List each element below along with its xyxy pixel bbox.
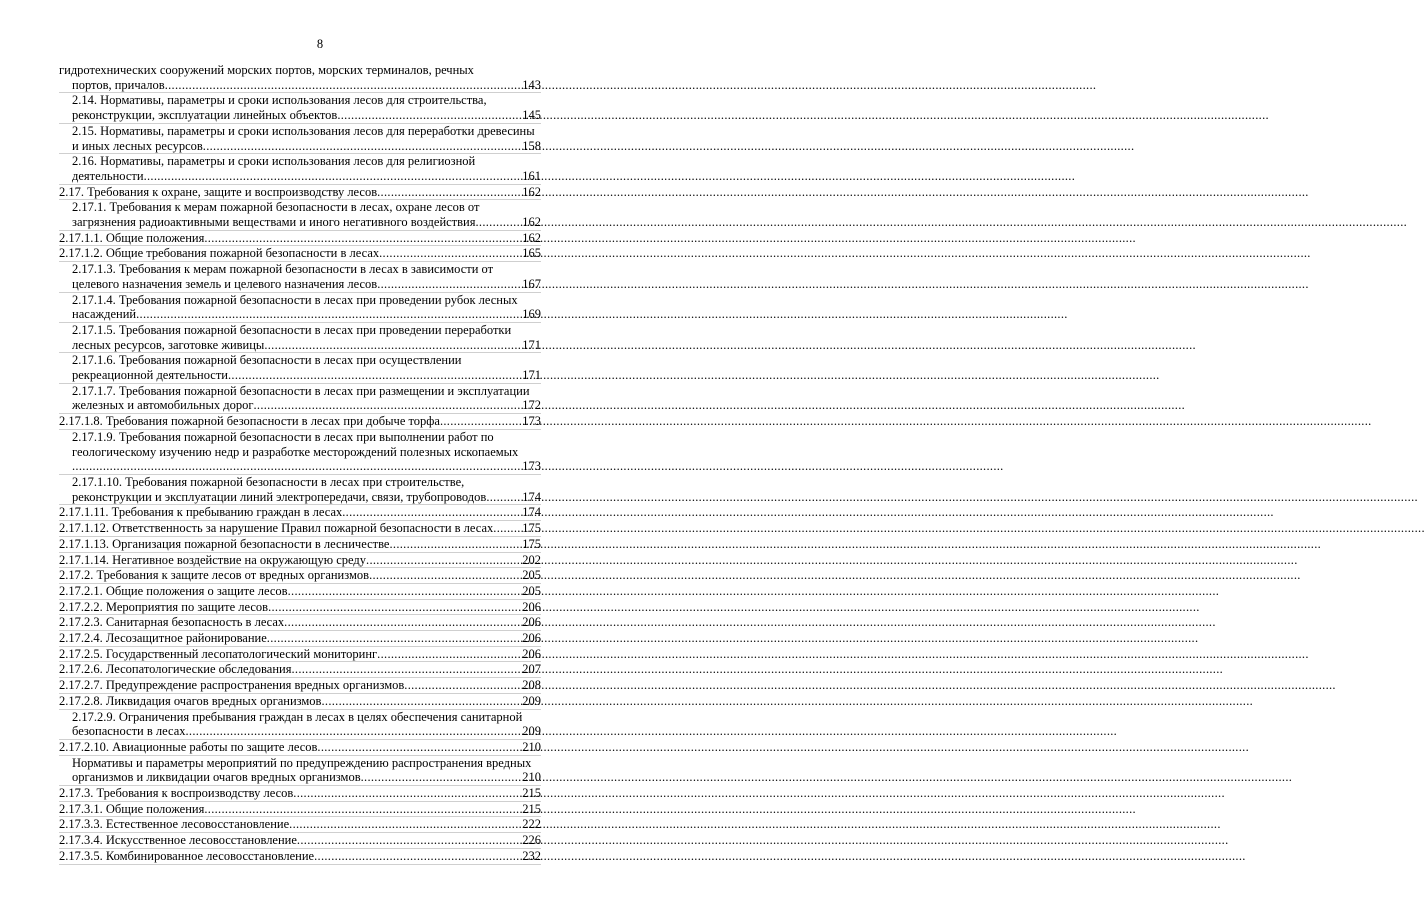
toc-entry[interactable] <box>59 833 541 849</box>
toc-entry[interactable] <box>59 231 541 247</box>
dot-leader <box>267 631 520 646</box>
toc-entry[interactable] <box>59 414 541 430</box>
toc-entry-text: 2.17.3.1. Общие положения <box>59 801 205 816</box>
toc-entry[interactable] <box>59 849 541 865</box>
toc-page-number: 171 <box>522 337 541 352</box>
dot-leader <box>404 678 520 693</box>
toc-entry[interactable] <box>59 124 541 154</box>
toc-page-number: 173 <box>522 414 541 429</box>
toc-page-number: 165 <box>522 246 541 261</box>
toc-page-number: 175 <box>522 521 541 536</box>
toc-entry[interactable] <box>59 154 541 184</box>
dot-leader <box>297 833 520 848</box>
toc-entry-text: 2.17.2. Требования к защите лесов от вредных организмов <box>59 568 370 583</box>
toc-page-number: 171 <box>522 368 541 383</box>
dot-leader <box>475 215 520 230</box>
toc-page-number: 206 <box>522 646 541 661</box>
toc-entry-text: 2.17.2.7. Предупреждение распространения вредных организмов <box>59 678 405 693</box>
toc-entry[interactable] <box>59 678 541 694</box>
toc-entry[interactable] <box>59 537 541 553</box>
table-of-contents <box>59 63 541 865</box>
toc-entry[interactable] <box>59 600 541 616</box>
toc-entry-text: безопасности в лесах <box>72 724 186 739</box>
toc-entry-text: геологическому изучению недр и разработке месторождений полезных ископаемых <box>72 444 519 459</box>
dot-leader <box>289 817 520 832</box>
toc-page-number: 174 <box>522 505 541 520</box>
toc-entry-text: целевого назначения земель и целевого назначения лесов <box>72 276 378 291</box>
toc-entry[interactable] <box>59 647 541 663</box>
toc-entry[interactable] <box>59 293 541 323</box>
toc-page-number: 206 <box>522 631 541 646</box>
toc-page-number: 215 <box>522 786 541 801</box>
toc-page-number: 145 <box>522 108 541 123</box>
dot-leader <box>268 600 520 615</box>
toc-entry[interactable] <box>59 786 541 802</box>
toc-entry-text: 2.17.1.10. Требования пожарной безопасности в лесах при строительстве, <box>72 474 465 489</box>
toc-entry-text: 2.17.1.9. Требования пожарной безопасности в лесах при выполнении работ по <box>72 429 494 444</box>
toc-entry[interactable] <box>59 93 541 123</box>
dot-leader <box>293 786 520 801</box>
toc-entry-text: 2.17.1.6. Требования пожарной безопасности в лесах при осуществлении <box>72 353 462 368</box>
toc-entry-text: 2.17.3. Требования к воспроизводству лесов <box>59 786 294 801</box>
toc-page-number: 207 <box>522 662 541 677</box>
toc-entry-text: портов, причалов <box>72 77 165 92</box>
toc-entry[interactable] <box>59 475 541 505</box>
toc-page-number: 215 <box>522 801 541 816</box>
toc-entry-text: 2.17.1.7. Требования пожарной безопасности в лесах при размещении и эксплуатации <box>72 383 530 398</box>
dot-leader <box>337 108 520 123</box>
toc-entry-text: 2.17.2.9. Ограничения пребывания граждан в лесах в целях обеспечения санитарной <box>72 709 523 724</box>
toc-entry[interactable] <box>59 63 541 93</box>
toc-page-number: 162 <box>522 215 541 230</box>
dot-leader <box>165 78 521 93</box>
dot-leader <box>284 615 520 630</box>
dot-leader <box>377 277 520 292</box>
toc-entry-text: 2.17.3.3. Естественное лесовосстановление <box>59 817 290 832</box>
dot-leader <box>493 521 520 536</box>
toc-entry-text: 2.17.2.2. Мероприятия по защите лесов <box>59 599 269 614</box>
toc-page-number: 158 <box>522 138 541 153</box>
dot-leader <box>136 307 520 322</box>
toc-entry-text: 2.17.1.5. Требования пожарной безопасности в лесах при проведении переработки <box>72 322 512 337</box>
toc-entry-text: реконструкции, эксплуатации линейных объектов <box>72 108 338 123</box>
toc-page-number: 175 <box>522 536 541 551</box>
toc-entry[interactable] <box>59 353 541 383</box>
toc-entry-text: лесных ресурсов, заготовке живицы <box>72 337 265 352</box>
toc-entry[interactable] <box>59 384 541 414</box>
toc-page-number: 210 <box>522 739 541 754</box>
toc-entry-text: организмов и ликвидации очагов вредных организмов <box>72 770 361 785</box>
dot-leader <box>389 537 520 552</box>
toc-entry[interactable] <box>59 505 541 521</box>
toc-entry-text: Нормативы и параметры мероприятий по предупреждению распространения вредных <box>72 755 532 770</box>
toc-page-number: 206 <box>522 615 541 630</box>
toc-entry-text: 2.17.2.4. Лесозащитное районирование <box>59 631 267 646</box>
toc-page-number: 209 <box>522 724 541 739</box>
toc-entry[interactable] <box>59 521 541 537</box>
toc-entry-text: 2.17.1.14. Негативное воздействие на окружающую среду <box>59 552 367 567</box>
dot-leader <box>288 584 521 599</box>
toc-entry-text: 2.17.1.1. Общие положения <box>59 230 205 245</box>
toc-page-number: 205 <box>522 583 541 598</box>
dot-leader <box>440 414 520 429</box>
dot-leader <box>369 568 520 583</box>
dot-leader <box>377 185 520 200</box>
dot-leader <box>314 849 520 864</box>
toc-entry[interactable] <box>59 802 541 818</box>
toc-entry[interactable] <box>59 553 541 569</box>
toc-page-number: 206 <box>522 599 541 614</box>
toc-entry-text: гидротехнических сооружений морских портов, морских терминалов, речных <box>59 63 474 77</box>
toc-page-number: 162 <box>522 184 541 199</box>
toc-entry-text: и иных лесных ресурсов <box>72 138 203 153</box>
toc-entry-text: загрязнения радиоактивными веществами и иного негативного воздействия <box>72 215 476 230</box>
toc-page-number: 209 <box>522 693 541 708</box>
toc-entry-text: 2.17.1.3. Требования к мерам пожарной безопасности в лесах в зависимости от <box>72 262 494 277</box>
toc-page-number: 208 <box>522 678 541 693</box>
toc-entry[interactable] <box>59 568 541 584</box>
toc-page-number: 205 <box>522 568 541 583</box>
toc-page-number: 173 <box>522 459 541 474</box>
dot-leader <box>228 368 520 383</box>
dot-leader <box>204 802 520 817</box>
toc-entry-text: 2.17.2.8. Ликвидация очагов вредных организмов <box>59 693 322 708</box>
dot-leader <box>361 770 521 785</box>
toc-entry[interactable] <box>59 323 541 353</box>
toc-page-number: 232 <box>522 848 541 863</box>
toc-entry-text: 2.17.1. Требования к мерам пожарной безопасности в лесах, охране лесов от <box>72 200 480 215</box>
toc-entry[interactable] <box>59 756 541 786</box>
toc-entry[interactable] <box>59 615 541 631</box>
dot-leader <box>186 724 521 739</box>
toc-entry-text: 2.17.1.11. Требования к пребыванию граждан в лесах <box>59 505 343 520</box>
toc-entry-text: 2.17.2.5. Государственный лесопатологический мониторинг <box>59 646 378 661</box>
toc-entry-text: 2.17.2.10. Авиационные работы по защите лесов <box>59 739 318 754</box>
dot-leader <box>291 662 520 677</box>
toc-entry[interactable] <box>59 200 541 230</box>
dot-leader <box>72 459 520 474</box>
toc-entry[interactable] <box>59 584 541 600</box>
toc-entry-text: деятельности <box>72 168 144 183</box>
toc-page-number: 172 <box>522 398 541 413</box>
toc-page-number: 202 <box>522 552 541 567</box>
dot-leader <box>253 398 520 413</box>
dot-leader <box>379 246 520 261</box>
toc-entry-text: 2.14. Нормативы, параметры и сроки использования лесов для строительства, <box>72 93 487 108</box>
toc-entry-text: 2.17.1.4. Требования пожарной безопасности в лесах при проведении рубок лесных <box>72 292 518 307</box>
dot-leader <box>264 338 520 353</box>
toc-page-number: 162 <box>522 230 541 245</box>
toc-entry-text: 2.17.3.4. Искусственное лесовосстановление <box>59 833 297 848</box>
toc-entry[interactable] <box>59 262 541 292</box>
toc-entry-text: 2.17.1.2. Общие требования пожарной безопасности в лесах <box>59 246 380 261</box>
toc-entry[interactable] <box>59 430 541 475</box>
dot-leader <box>366 553 520 568</box>
toc-entry-text: насаждений <box>72 307 137 322</box>
page-number: 8 <box>316 37 324 51</box>
toc-entry[interactable] <box>59 631 541 647</box>
toc-entry[interactable] <box>59 694 541 710</box>
toc-page-number: 210 <box>522 770 541 785</box>
toc-entry-text: 2.17.1.8. Требования пожарной безопасности в лесах при добыче торфа <box>59 414 440 429</box>
toc-entry-text: 2.17.3.5. Комбинированное лесовосстановление <box>59 848 315 863</box>
toc-page-number: 143 <box>522 77 541 92</box>
toc-entry-text: железных и автомобильных дорог <box>72 398 254 413</box>
dot-leader <box>204 231 520 246</box>
toc-entry-text: рекреационной деятельности <box>72 368 228 383</box>
toc-entry[interactable] <box>59 817 541 833</box>
toc-page-number: 169 <box>522 307 541 322</box>
dot-leader <box>317 740 520 755</box>
toc-page-number: 226 <box>522 833 541 848</box>
toc-page-number: 222 <box>522 817 541 832</box>
dot-leader <box>203 139 520 154</box>
toc-entry-text: 2.17.1.13. Организация пожарной безопасности в лесничестве <box>59 536 390 551</box>
toc-entry[interactable] <box>59 710 541 740</box>
toc-entry-text: 2.17.2.6. Лесопатологические обследования <box>59 662 292 677</box>
toc-entry-text: 2.17.1.12. Ответственность за нарушение Правил пожарной безопасности в лесах <box>59 521 494 536</box>
toc-entry[interactable] <box>59 740 541 756</box>
dot-leader <box>321 694 520 709</box>
toc-entry[interactable] <box>59 246 541 262</box>
toc-entry-text: 2.17.2.3. Санитарная безопасность в лесах <box>59 615 285 630</box>
dot-leader <box>486 490 520 505</box>
toc-page-number: 161 <box>522 168 541 183</box>
toc-entry[interactable] <box>59 662 541 678</box>
toc-entry[interactable] <box>59 185 541 201</box>
toc-entry-text: 2.15. Нормативы, параметры и сроки использования лесов для переработки древесины <box>72 123 535 138</box>
toc-entry-text: 2.17. Требования к охране, защите и воспроизводству лесов <box>59 184 378 199</box>
dot-leader <box>342 505 520 520</box>
toc-entry-text: реконструкции и эксплуатации линий электропередачи, связи, трубопроводов <box>72 489 487 504</box>
dot-leader <box>144 169 521 184</box>
toc-entry-text: 2.17.2.1. Общие положения о защите лесов <box>59 583 288 598</box>
toc-page-number: 167 <box>522 276 541 291</box>
toc-page-number: 174 <box>522 489 541 504</box>
dot-leader <box>377 647 520 662</box>
toc-entry-text: 2.16. Нормативы, параметры и сроки использования лесов для религиозной <box>72 154 476 169</box>
